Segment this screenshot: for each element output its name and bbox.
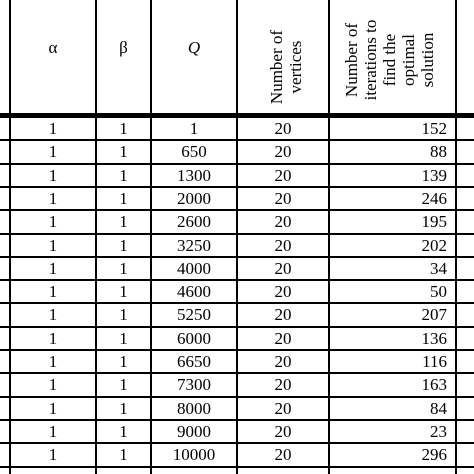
table-cell-q: 5250 (177, 305, 211, 325)
table-cell-beta: 1 (119, 398, 128, 418)
table-cell-vertices: 20 (274, 212, 292, 232)
header-iterations (342, 0, 442, 125)
table-cell-vertices: 20 (274, 421, 292, 441)
table-cell-vertices: 20 (274, 445, 292, 465)
table-cell-beta: 1 (119, 235, 128, 255)
table-cell-q: 650 (181, 142, 207, 162)
header-iterations-line: optimal (399, 34, 418, 86)
table-cell-beta: 1 (119, 119, 128, 138)
table-cell-vertices: 20 (274, 142, 292, 162)
table-cell-alpha: 1 (48, 119, 58, 138)
header-beta: β (119, 38, 128, 57)
table-cell-q: 9000 (177, 421, 211, 441)
table-cell-beta: 1 (119, 165, 128, 185)
table-cell-iterations: 207 (421, 305, 447, 325)
table-cell-q: 4600 (177, 282, 211, 302)
table-cell-vertices: 20 (274, 235, 292, 255)
table-cell-iterations: 23 (430, 421, 447, 441)
table-cell-q: 7300 (177, 375, 211, 395)
table-cell-alpha: 1 (48, 305, 58, 325)
table-cell-beta: 1 (119, 305, 128, 325)
header-iterations-line: find the (380, 33, 399, 87)
table-cell-vertices: 20 (274, 282, 292, 302)
table-cell-vertices: 20 (274, 305, 292, 325)
table-cell-alpha: 1 (48, 352, 58, 371)
table-cell-vertices: 20 (274, 352, 292, 371)
column-divider (455, 0, 457, 474)
table-cell-alpha: 1 (48, 445, 58, 465)
table-cell-beta: 1 (119, 282, 128, 302)
table-cell-q: 6650 (177, 352, 211, 371)
table-cell-alpha: 1 (48, 282, 58, 302)
table-cell-q: 10000 (172, 445, 216, 465)
header-iterations-line: iterations to (361, 19, 380, 101)
table-cell-q: 1 (189, 119, 199, 138)
table-cell-iterations: 152 (421, 119, 447, 138)
table-cell-alpha: 1 (48, 165, 58, 185)
table-cell-iterations: 136 (421, 328, 447, 348)
table-cell-iterations: 296 (421, 445, 447, 465)
table-cell-q: 8000 (177, 398, 211, 418)
table-cell-beta: 1 (119, 421, 128, 441)
table-cell-q: 3250 (177, 235, 211, 255)
table-cell-beta: 1 (119, 258, 128, 278)
table-cell-q: 6000 (177, 328, 211, 348)
table-cell-beta: 1 (119, 328, 128, 348)
table-cell-alpha: 1 (48, 398, 58, 418)
table-cell-iterations: 139 (421, 165, 447, 185)
table-cell-vertices: 20 (274, 375, 292, 395)
table-cell-q: 2600 (177, 212, 211, 232)
header-iterations-line: Number of (342, 22, 361, 98)
table-cell-iterations: 195 (421, 212, 447, 232)
table-cell-iterations: 202 (421, 235, 447, 255)
table-cell-iterations: 163 (421, 375, 447, 395)
table-cell-vertices: 20 (274, 258, 292, 278)
table-cell-q: 1300 (177, 165, 211, 185)
table-cell-q: 2000 (177, 188, 211, 208)
table-cell-beta: 1 (119, 445, 128, 465)
table-cell-alpha: 1 (48, 142, 58, 162)
table-cell-alpha: 1 (48, 235, 58, 255)
table-cell-alpha: 1 (48, 328, 58, 348)
header-q: Q (187, 38, 201, 57)
table-cell-vertices: 20 (274, 398, 292, 418)
table-cell-alpha: 1 (48, 188, 58, 208)
table-cell-beta: 1 (119, 352, 128, 371)
header-vertices-line: Number of (267, 29, 286, 105)
table-cell-beta: 1 (119, 212, 128, 232)
header-vertices (267, 7, 309, 127)
table-cell-iterations: 84 (430, 398, 447, 418)
table-cell-alpha: 1 (48, 258, 58, 278)
table-cell-alpha: 1 (48, 375, 58, 395)
row-divider (0, 466, 474, 468)
header-iterations-line: solution (418, 32, 437, 88)
table-cell-vertices: 20 (274, 328, 292, 348)
table-cell-iterations: 116 (422, 352, 447, 371)
table-cell-iterations: 50 (430, 282, 447, 302)
table-cell-beta: 1 (119, 375, 128, 395)
table-cell-vertices: 20 (274, 119, 292, 138)
table-cell-beta: 1 (119, 142, 128, 162)
table-cell-alpha: 1 (48, 212, 58, 232)
table-cell-iterations: 88 (430, 142, 447, 162)
table-cell-vertices: 20 (274, 188, 292, 208)
table-cell-q: 4000 (177, 258, 211, 278)
table-cell-iterations: 34 (430, 258, 447, 278)
table-cell-alpha: 1 (48, 421, 58, 441)
table-cell-iterations: 246 (421, 188, 447, 208)
header-alpha: α (48, 38, 58, 57)
table-cell-vertices: 20 (274, 165, 292, 185)
table-cell-beta: 1 (119, 188, 128, 208)
header-vertices-line: vertices (286, 40, 305, 94)
